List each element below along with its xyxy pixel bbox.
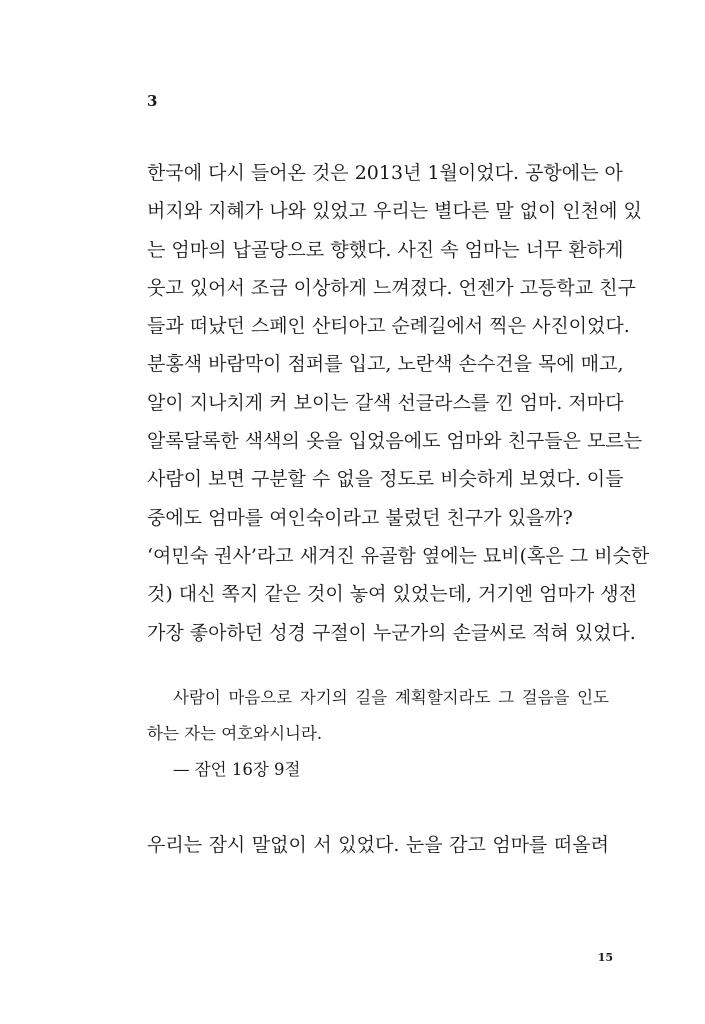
body-line: 우리는 잠시 말없이 서 있었다. 눈을 감고 엄마를 떠올려 [147,834,609,856]
quote-line: 하는 자는 여호와시니라. [147,724,323,743]
body-line: 웃고 있어서 조금 이상하게 느껴졌다. 언젠가 고등학교 친구 [147,276,636,299]
quote-line: 사람이 마음으로 자기의 길을 계획할지라도 그 걸음을 인도 [173,688,609,707]
body-text [147,154,650,652]
chapter-number: 3 [147,92,158,110]
scripture-quote [147,680,609,788]
body-line: 알이 지나치게 커 보이는 갈색 선글라스를 낀 엄마. 저마다 [147,391,624,414]
body-line: 알록달록한 색색의 옷을 입었음에도 엄마와 친구들은 모르는 [147,430,643,453]
body-line: 중에도 엄마를 여인숙이라고 불렀던 친구가 있을까? [147,506,573,529]
body-line: 사람이 보면 구분할 수 없을 정도로 비슷하게 보였다. 이들 [147,468,624,491]
body-line: ‘여민숙 권사’라고 새겨진 유골함 옆에는 묘비(혹은 그 비슷한 [147,544,650,567]
quote-source: — 잠언 16장 9절 [173,760,301,779]
body-line: 는 엄마의 납골당으로 향했다. 사진 속 엄마는 너무 환하게 [147,238,624,261]
body-line: 것) 대신 쪽지 같은 것이 놓여 있었는데, 거기엔 엄마가 생전 [147,583,637,606]
body-line: 한국에 다시 들어온 것은 2013년 1월이었다. 공항에는 아 [147,162,623,184]
tail-text [147,826,609,864]
body-line: 가장 좋아하던 성경 구절이 누군가의 손글씨로 적혀 있었다. [147,621,636,644]
body-line: 버지와 지혜가 나와 있었고 우리는 별다른 말 없이 인천에 있 [147,200,642,223]
body-line: 분홍색 바람막이 점퍼를 입고, 노란색 손수건을 목에 매고, [147,353,624,376]
body-line: 들과 떠났던 스페인 산티아고 순례길에서 찍은 사진이었다. [147,315,630,338]
page-number: 15 [597,951,613,964]
